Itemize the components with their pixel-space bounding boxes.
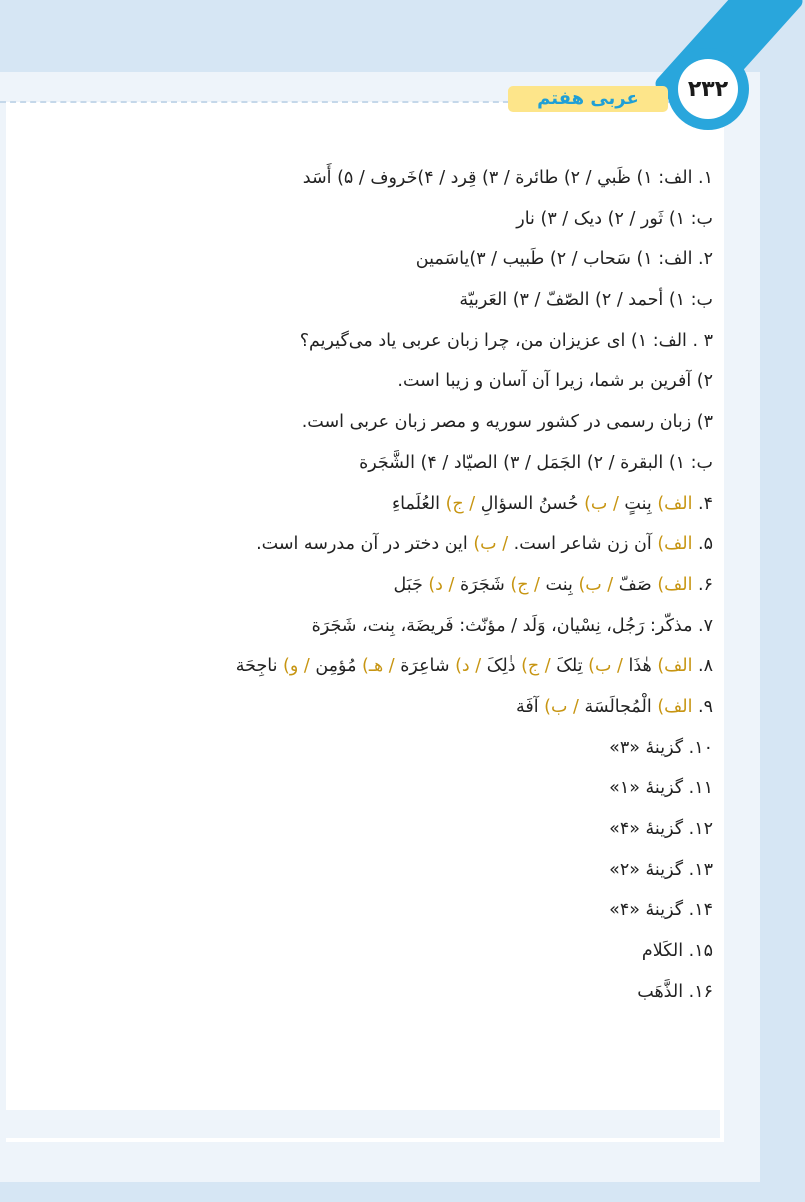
answer-line xyxy=(0,728,713,769)
answer-line xyxy=(0,158,713,199)
answer-text: هٰذَا xyxy=(622,656,658,677)
answer-text: آن زن شاعر است. xyxy=(508,534,658,555)
answer-label: / ب) xyxy=(588,656,623,677)
answer-text: بِنت xyxy=(539,574,579,595)
answer-text: ۵. xyxy=(692,534,713,555)
answer-line xyxy=(0,280,713,321)
answer-line xyxy=(0,443,713,484)
answer-text: این دختر در آن مدرسه است. xyxy=(256,534,474,555)
bottom-band xyxy=(0,1110,720,1138)
answer-text: آفَة xyxy=(515,696,545,717)
answer-label: / ج) xyxy=(510,574,540,595)
answer-text: شاعِرَة xyxy=(394,656,456,677)
answer-text: حُسنُ السؤالِ xyxy=(475,493,585,514)
answer-text: ذٰلِکَ xyxy=(481,656,522,677)
answer-line xyxy=(0,809,713,850)
answer-text: صَفّ xyxy=(613,574,658,595)
answer-line xyxy=(0,402,713,443)
answer-label: / ج) xyxy=(521,656,551,677)
answer-text: ۱۱. گزینهٔ «۱» xyxy=(609,778,713,799)
answer-label: / ب) xyxy=(544,696,579,717)
answer-line xyxy=(0,484,713,525)
answer-text: بِنتٍ xyxy=(618,493,658,514)
answer-text: ۱. الف: ۱) ظَبي / ۲) طائرة / ۳) قِرد / ۴)خَروف / ۵) أَسَد xyxy=(302,168,713,188)
answer-label: الف) xyxy=(657,574,693,595)
answer-text: ۱۰. گزینهٔ «۳» xyxy=(609,737,713,758)
answer-text: ۱۴. گزینهٔ «۴» xyxy=(609,900,713,921)
answer-label: الف) xyxy=(657,696,693,717)
answer-text: ۱۲. گزینهٔ «۴» xyxy=(609,819,713,839)
answer-label: / د) xyxy=(455,656,482,677)
answer-label: / ب) xyxy=(473,534,509,555)
answer-label: الف) xyxy=(657,534,693,555)
answer-line xyxy=(0,850,713,891)
answer-label: الف) xyxy=(657,656,693,677)
answer-label: / ج) xyxy=(445,493,476,514)
answer-line xyxy=(0,768,713,809)
answer-line xyxy=(0,565,713,606)
answer-text: ۱۳. گزینهٔ «۲» xyxy=(609,859,713,880)
answer-text: ۱۶. الذَّهَب xyxy=(637,981,713,1002)
answer-line xyxy=(0,606,713,647)
answer-text: العُلَماءِ xyxy=(391,493,446,514)
answer-label: / و) xyxy=(283,656,310,677)
answer-text: ۱۵. الکَلام xyxy=(641,941,713,962)
answer-text: تِلکَ xyxy=(550,656,589,677)
answer-label: الف) xyxy=(657,493,693,514)
answer-text: ۳) زبان رسمی در کشور سوریه و مصر زبان عربی است. xyxy=(301,412,713,433)
answer-line xyxy=(0,931,713,972)
answer-line xyxy=(0,361,713,402)
answer-label: / د) xyxy=(428,574,455,595)
answer-line xyxy=(0,239,713,280)
answer-label: / هـ) xyxy=(362,656,395,677)
answer-line xyxy=(0,687,713,728)
answer-text: شَجَرَة xyxy=(454,574,511,595)
book-title: عربی هفتم xyxy=(508,86,668,112)
page-number: ۲۳۲ xyxy=(687,76,729,102)
answer-label: / ب) xyxy=(578,574,614,595)
answer-line xyxy=(0,646,713,687)
answer-text: ب: ۱) البقرة / ۲) الجَمَل / ۳) الصیّاد / ۴) الشَّجَرة xyxy=(359,452,713,473)
page-number-circle xyxy=(678,59,738,119)
answer-text: ۶. xyxy=(692,574,713,595)
answer-text: مُؤمِن xyxy=(309,656,363,677)
answer-list xyxy=(0,158,713,1012)
answer-text: ۲) آفرین بر شما، زیرا آن آسان و زیبا است. xyxy=(397,371,713,392)
answer-line xyxy=(0,972,713,1013)
answer-text: ۳ . الف: ۱) ای عزیزان من، چرا زبان عربی یاد می‌گیریم؟ xyxy=(299,330,713,351)
answer-label: / ب) xyxy=(584,493,619,514)
answer-line xyxy=(0,524,713,565)
answer-text: ب: ۱) ثَور / ۲) دیک / ۳) نار xyxy=(516,208,713,229)
answer-text: الْمُجالَسَة xyxy=(578,696,658,717)
answer-line xyxy=(0,321,713,362)
answer-text: ۹. xyxy=(692,696,713,717)
answer-text: ۸. xyxy=(692,656,713,677)
answer-text: ۲. الف: ۱) سَحاب / ۲) طَبیب / ۳)یاسَمین xyxy=(415,249,713,270)
answer-text: ب: ۱) أحمد / ۲) الصّفّ / ۳) العَربیّة xyxy=(459,290,713,311)
answer-text: ناجِحَة xyxy=(235,656,284,677)
answer-text: ۴. xyxy=(692,493,713,514)
answer-text: جَبَل xyxy=(393,574,429,595)
answer-line xyxy=(0,890,713,931)
answer-text: ۷. مذکّر: رَجُل، نِسْیان، وَلَد / مؤنّث: فَریضَة، بِنت، شَجَرَة xyxy=(311,615,713,636)
answer-line xyxy=(0,199,713,240)
